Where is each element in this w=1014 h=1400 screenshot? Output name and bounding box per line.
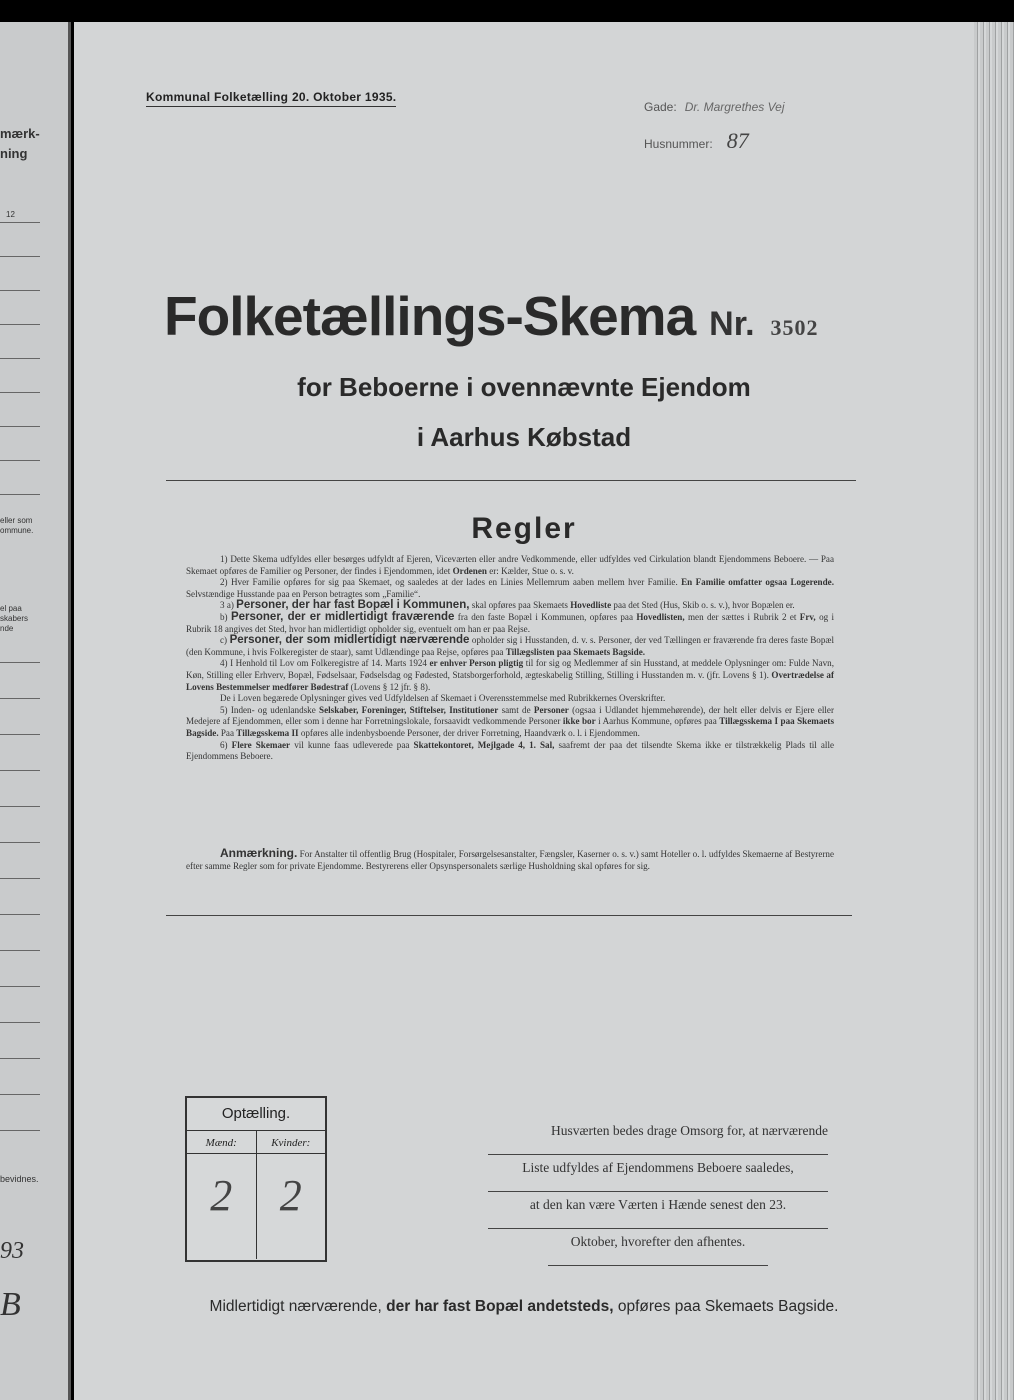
rule-4: 4) I Henhold til Lov om Folkeregistre af 14. Marts 1924 er enhver Person pligtig til for sig og Medlemmer af sin Husstand, at meddele Oplysninger om: Fulde Navn, Køn, Stilling eller Erhverv, Bopæl, Fødselsaar, Fødselsdag og Fødested, Statsborgerforhold, ægteskabelig Stilling, Stilling i Husstanden m. v. (jfr. Lovens § 1). Overtrædelse af Lovens Bestemmelser medfører Bødestraf (Lovens § 12 jfr. § 8). (186, 658, 835, 692)
left-rule (0, 1094, 40, 1095)
notice-line: Liste udfyldes af Ejendommens Beboere saaledes, (488, 1155, 828, 1192)
men-label: Mænd: (187, 1131, 256, 1154)
women-label: Kvinder: (257, 1131, 326, 1154)
notice-line: Husværten bedes drage Omsorg for, at nærværende (488, 1118, 828, 1155)
form-title (164, 284, 924, 348)
landlord-notice (488, 1118, 828, 1266)
left-rule (0, 494, 40, 495)
left-rule (0, 914, 40, 915)
left-rule (0, 1058, 40, 1059)
street-field (644, 100, 785, 114)
house-number-value: 87 (726, 128, 749, 153)
rule-2: 2) Hver Familie opføres for sig paa Skemaet, og saaledes at der lades en Linies Mellemrum aaben mellem hver Familie. En Familie omfatter ogsaa Logerende. Selvstændige Husstande paa en Person betragtes som „Familie“. (186, 577, 834, 599)
street-label: Gade: (644, 100, 677, 114)
annotation-divider (166, 915, 852, 916)
annotation-text: For Anstalter til offentlig Brug (Hospitaler, Forsørgelsesanstalter, Fængsler, Kaserner o. s. v.) samt Hoteller o. l. udfyldes Skemaerne af Bestyrerne efter samme Regler som for private Ejendomme. Bestyrerens eller Opsynspersonalets særlige Husholdning skal opføres for sig. (186, 849, 834, 871)
left-fragment-text: bevidnes. (0, 1174, 39, 1184)
annotation-label: Anmærkning. (220, 846, 298, 860)
left-rule (0, 950, 40, 951)
left-rule (0, 426, 40, 427)
left-rule (0, 256, 40, 257)
notice-line: Oktober, hvorefter den afhentes. (548, 1229, 768, 1266)
left-rule (0, 842, 40, 843)
left-fragment-text: 12 (6, 210, 15, 219)
men-column (187, 1131, 256, 1259)
form-subtitle: for Beboerne i ovennævnte Ejendom (297, 372, 751, 402)
form-number-value: 3502 (770, 315, 819, 340)
left-fragment-text: el paa (0, 604, 22, 613)
left-fragment-text: ning (0, 146, 28, 161)
left-rule (0, 662, 40, 663)
house-number-field (644, 128, 749, 154)
notice-line: at den kan være Værten i Hænde senest den 23. (488, 1192, 828, 1229)
rule-6: 6) Flere Skemaer vil kunne faas udleverede paa Skattekontoret, Mejlgade 4, 1. Sal, saafremt der paa det tilsendte Skema ikke er tilstrækkelig Plads til alle Ejendommens Beboere. (186, 739, 835, 762)
women-count: 2 (279, 1171, 302, 1220)
census-header: Kommunal Folketælling 20. Oktober 1935. (146, 90, 396, 107)
house-number-label: Husnummer: (644, 137, 713, 151)
left-rule (0, 878, 40, 879)
left-fragment-text: nde (0, 624, 14, 633)
page-edge (974, 22, 1014, 1400)
left-handwriting: B (0, 1286, 21, 1323)
title-divider (166, 480, 856, 481)
rules-heading: Regler (471, 512, 577, 545)
men-count: 2 (210, 1171, 233, 1220)
left-rule (0, 392, 40, 393)
left-fragment-text: ommune. (0, 526, 34, 535)
women-column (256, 1131, 326, 1259)
rules-text (186, 554, 834, 763)
left-rule (0, 358, 40, 359)
left-rule (0, 1130, 40, 1131)
rule-3a: 3 a) Personer, der har fast Bopæl i Kommunen, skal opføres paa Skemaets Hovedliste paa det Sted (Hus, Skib o. s. v.), hvor Bopælen er. (220, 599, 795, 612)
left-fragment-text: skabers (0, 614, 29, 623)
left-rule (0, 1022, 40, 1023)
street-value: Dr. Margrethes Vej (684, 100, 785, 114)
left-rule (0, 770, 40, 771)
count-title: Optælling. (187, 1098, 325, 1131)
form-number-label: Nr. (709, 305, 755, 343)
left-rule (0, 460, 40, 461)
left-fragment-text: eller som (0, 516, 33, 525)
left-rule (0, 986, 40, 987)
left-rule (0, 222, 40, 223)
form-title-main: Folketællings-Skema (164, 285, 696, 347)
rule-3b: b) Personer, der er midlertidigt fraværende fra den faste Bopæl i Kommunen, opføres paa Hovedlisten, men der sættes i Rubrik 2 et Frv, og i Rubrik 18 angives det Sted, hvor han midlertidigt opholder sig, eventuelt om han er paa Rejse. (186, 610, 835, 634)
left-page-fragment (0, 22, 71, 1400)
left-handwriting: 93 (0, 1238, 24, 1264)
rule-1: 1) Dette Skema udfyldes eller besørges udfyldt af Ejeren, Viceværten eller andre Vedkommende, eller udfyldes ved Cirkulation blandt Ejendommens Beboere. — Paa Skemaet opføres de Familier og Personer, der findes i Ejendommen, idet Ordenen er: Kælder, Stue o. s. v. (186, 554, 834, 576)
rule-3c: c) Personer, der som midlertidigt nærværende opholder sig i Husstanden, d. v. s. Personer, der ved Tællingen er fraværende fra deres faste Bopæl (den Kommune, i hvis Folkeregister de staar), samt Udlændinge paa Rejse, opføres paa Tillægslisten paa Skemaets Bagside. (186, 634, 834, 657)
annotation (186, 848, 834, 872)
left-rule (0, 698, 40, 699)
rule-5: 5) Inden- og udenlandske Selskaber, Foreninger, Stiftelser, Institutioner samt de Personer (ogsaa i Udlandet hjemmehørende), der helt eller delvis er Ejere eller Medejere af Ejendommen, eller som i denne har Forretningslokale, forsaavidt vedkommende Personer ikke bor i Aarhus Kommune, opføres paa Tillægsskema I paa Skemaets Bagside. Paa Tillægsskema II opføres alle indenbysboende Personer, der driver Forretning, Haandværk o. l. i Ejendommen. (186, 704, 834, 738)
rule-4-note: De i Loven begærede Oplysninger gives ved Udfyldelsen af Skemaet i Overensstemmelse med Rubrikkernes Overskrifter. (220, 693, 666, 704)
left-rule (0, 290, 40, 291)
form-location: i Aarhus Købstad (416, 422, 632, 452)
census-form-page (74, 22, 974, 1400)
left-rule (0, 324, 40, 325)
footer-note: Midlertidigt nærværende, der har fast Bopæl andetsteds, opføres paa Skemaets Bagside. (209, 1298, 839, 1315)
left-fragment-text: mærk- (0, 126, 40, 141)
left-rule (0, 734, 40, 735)
count-box (185, 1096, 327, 1262)
left-rule (0, 806, 40, 807)
